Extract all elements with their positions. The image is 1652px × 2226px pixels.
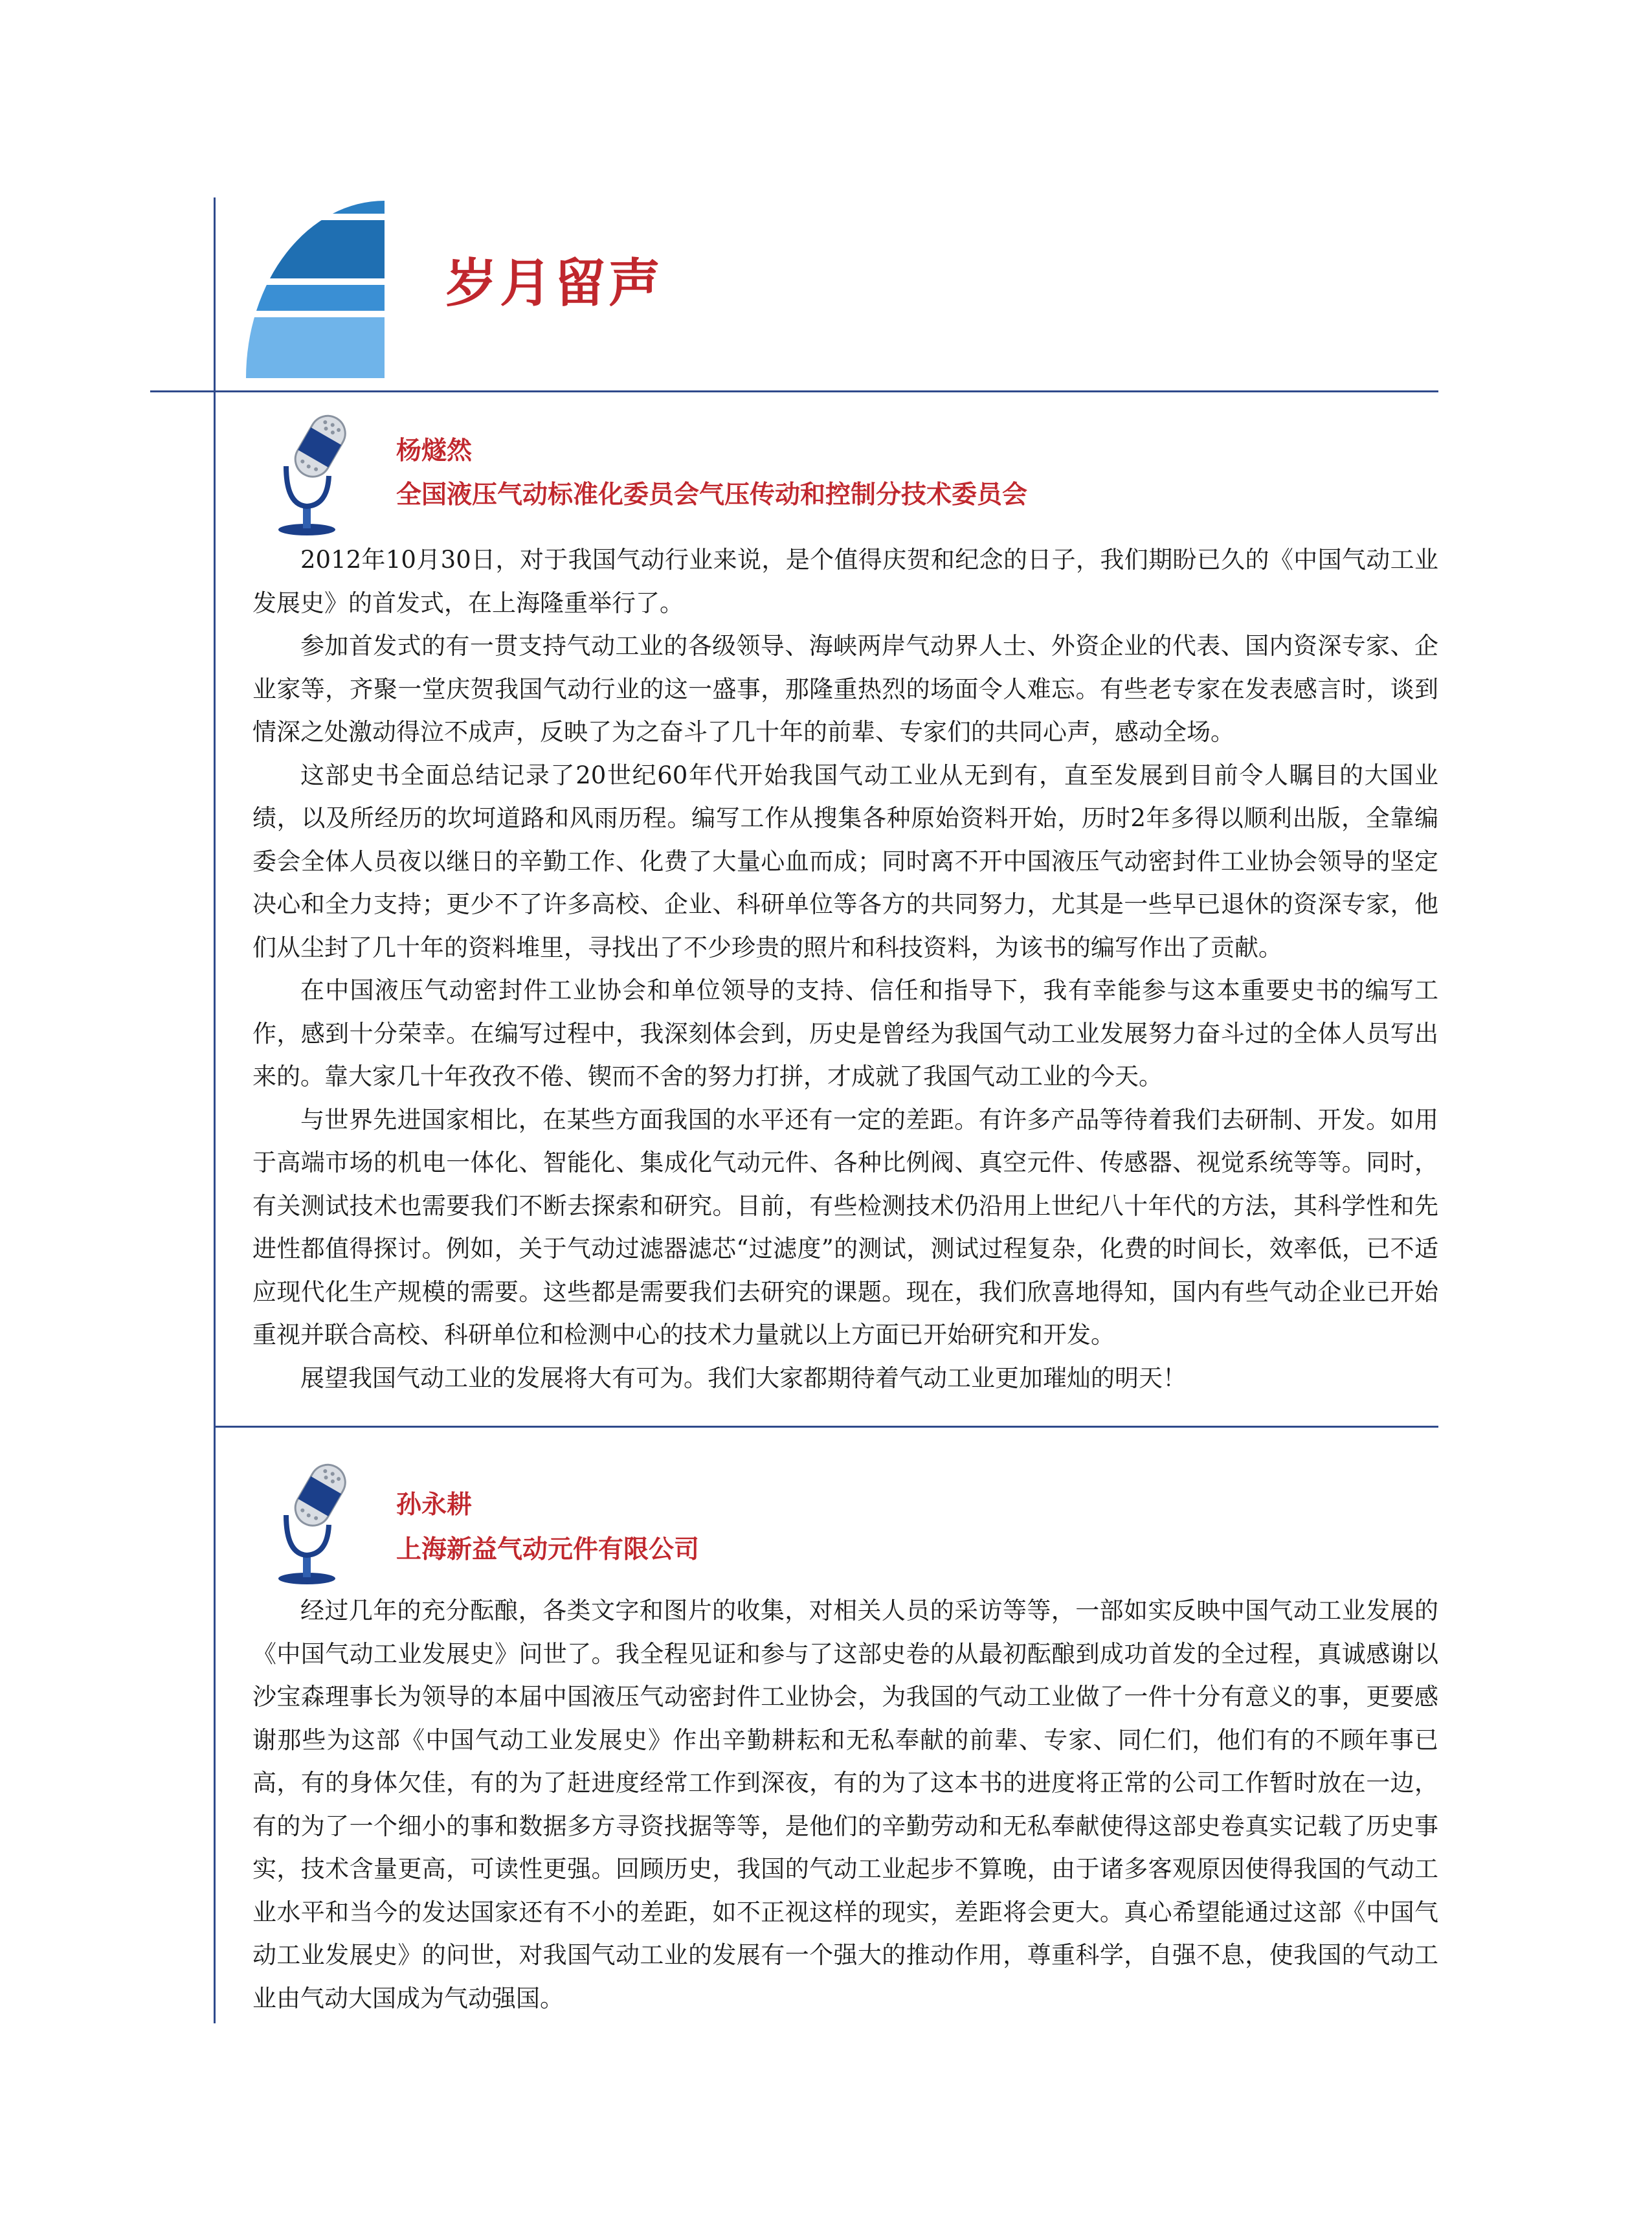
author-organization-1: 全国液压气动标准化委员会气压传动和控制分技术委员会 bbox=[396, 480, 1028, 510]
divider-section bbox=[214, 1426, 1438, 1428]
author-name-1: 杨燧然 bbox=[396, 436, 473, 466]
paragraph: 在中国液压气动密封件工业协会和单位领导的支持、信任和指导下，我有幸能参与这本重要史书的编写工作，感到十分荣幸。在编写过程中，我深刻体会到，历史是曾经为我国气动工业发展努力奋斗过的全体人员写出来的。靠大家几十年孜孜不倦、锲而不舍的努力打拼，才成就了我国气动工业的今天。 bbox=[252, 976, 1438, 1090]
frame-line-left bbox=[214, 197, 216, 2023]
paragraph: 2012年10月30日，对于我国气动行业来说，是个值得庆贺和纪念的日子，我们期盼已久的《中国气动工业发展史》的首发式，在上海隆重举行了。 bbox=[252, 546, 1438, 617]
divider-header bbox=[150, 390, 1438, 392]
paragraph: 这部史书全面总结记录了20世纪60年代开始我国气动工业从无到有，直至发展到目前令人瞩目的大国业绩，以及所经历的坎坷道路和风雨历程。编写工作从搜集各种原始资料开始，历时2年多得以顺利出版，全靠编委会全体人员夜以继日的辛勤工作、化费了大量心血而成；同时离不开中国液压气动密封件工业协会领导的坚定决心和全力支持；更少不了许多高校、企业、科研单位等各方的共同努力，尤其是一些早已退休的资深专家，他们从尘封了几十年的资料堆里，寻找出了不少珍贵的照片和科技资料，为该书的编写作出了贡献。 bbox=[252, 761, 1438, 961]
header-decoration bbox=[246, 201, 385, 378]
microphone-icon bbox=[267, 408, 364, 537]
article-body-2 bbox=[252, 1590, 1438, 2020]
author-organization-2: 上海新益气动元件有限公司 bbox=[396, 1535, 700, 1564]
paragraph: 参加首发式的有一贯支持气动工业的各级领导、海峡两岸气动界人士、外资企业的代表、国内资深专家、企业家等，齐聚一堂庆贺我国气动行业的这一盛事，那隆重热烈的场面令人难忘。有些老专家在发表感言时，谈到情深之处激动得泣不成声，反映了为之奋斗了几十年的前辈、专家们的共同心声，感动全场。 bbox=[252, 632, 1438, 746]
section-title: 岁月留声 bbox=[445, 253, 663, 313]
microphone-icon bbox=[267, 1457, 364, 1586]
paragraph: 展望我国气动工业的发展将大有可为。我们大家都期待着气动工业更加璀灿的明天！ bbox=[300, 1364, 1187, 1392]
author-name-2: 孙永耕 bbox=[396, 1490, 473, 1520]
article-body-1 bbox=[252, 539, 1438, 1400]
paragraph: 与世界先进国家相比，在某些方面我国的水平还有一定的差距。有许多产品等待着我们去研制、开发。如用于高端市场的机电一体化、智能化、集成化气动元件、各种比例阀、真空元件、传感器、视觉系统等等。同时，有关测试技术也需要我们不断去探索和研究。目前，有些检测技术仍沿用上世纪八十年代的方法，其科学性和先进性都值得探讨。例如，关于气动过滤器滤芯“过滤度”的测试，测试过程复杂，化费的时间长，效率低，已不适应现代化生产规模的需要。这些都是需要我们去研究的课题。现在，我们欣喜地得知，国内有些气动企业已开始重视并联合高校、科研单位和检测中心的技术力量就以上方面已开始研究和开发。 bbox=[252, 1105, 1438, 1349]
paragraph: 经过几年的充分酝酿，各类文字和图片的收集，对相关人员的采访等等，一部如实反映中国气动工业发展的《中国气动工业发展史》问世了。我全程见证和参与了这部史卷的从最初酝酿到成功首发的全过程，真诚感谢以沙宝森理事长为领导的本届中国液压气动密封件工业协会，为我国的气动工业做了一件十分有意义的事，更要感谢那些为这部《中国气动工业发展史》作出辛勤耕耘和无私奉献的前辈、专家、同仁们，他们有的不顾年事已高，有的身体欠佳，有的为了赶进度经常工作到深夜，有的为了这本书的进度将正常的公司工作暂时放在一边，有的为了一个细小的事和数据多方寻资找据等等，是他们的辛勤劳动和无私奉献使得这部史卷真实记载了历史事实，技术含量更高，可读性更强。回顾历史，我国的气动工业起步不算晚，由于诸多客观原因使得我国的气动工业水平和当今的发达国家还有不小的差距，如不正视这样的现实，差距将会更大。真心希望能通过这部《中国气动工业发展史》的问世，对我国气动工业的发展有一个强大的推动作用，尊重科学，自强不息，使我国的气动工业由气动大国成为气动强国。 bbox=[252, 1597, 1438, 2012]
